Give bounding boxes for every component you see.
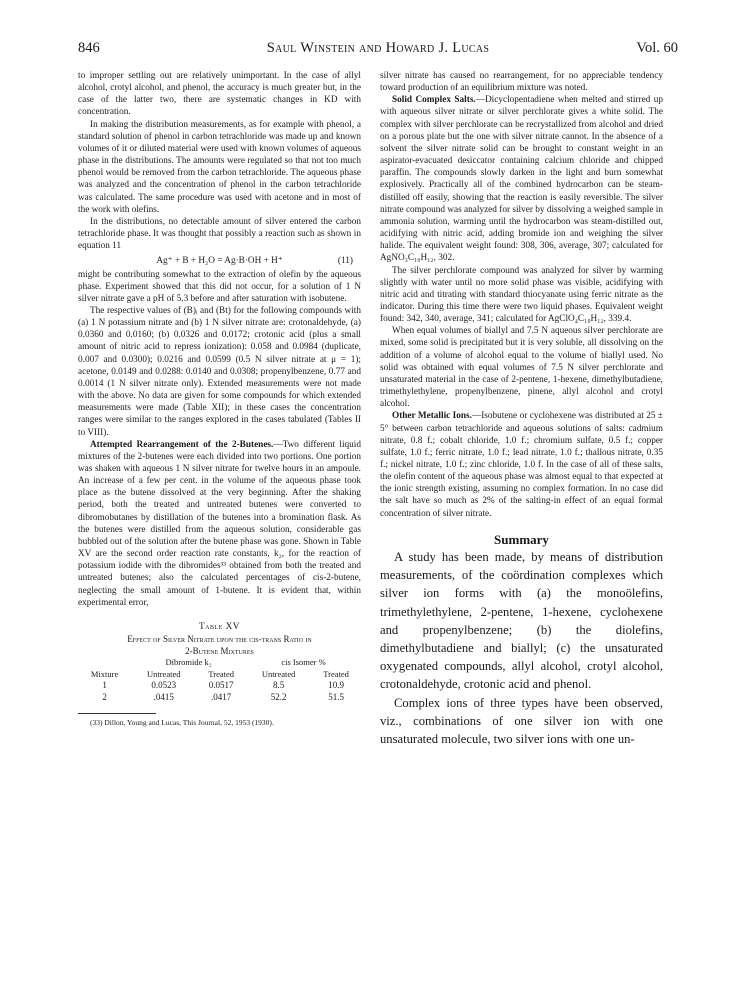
paragraph: The respective values of (B)ᵢ and (Bt) for the following compounds with (a) 1 N potassium nitrate and (b) 1 N silver nitrate are: crotonaldehyde, (a) 0.0360 and 0.0160; (b) 0.0326 and 0.0172; crotonic acid (plus a small amount of nitric acid to repress ionization): 0.058 and 0.0984 (duplicate, 0.007 and 0.0300); 0.0216 and 0.0599 (0.5 N silver nitrate at μ = 1); acetone, 0.0149 and 0.0288: 0.0140 and 0.0308; propenylbenzene, 0.77 and 0.0014 (1 N silver nitrate only). Extended measurements were not made with the above. No data are given for some compounds for which extended measurements were made (Table XII); in these cases the concentration ranges were similar to the ranges explored in the cases tabulated (Tables II to VIII).	[78, 305, 361, 438]
table-cell: 1	[102, 680, 107, 691]
summary-heading: Summary	[494, 531, 549, 547]
paragraph: The silver perchlorate compound was analyzed for silver by warming slightly with water until no more solid phase was visible, acidifying with nitric acid and titrating with standard thiocyanate using ferric nitrate as the indicator. During this time there were two liquid phases. Equivalent weight found: 342, 340, average, 341; calculated for AgClO₄C₁₀H₁₂, 339.4.	[380, 265, 663, 325]
table-cell: 2	[102, 691, 107, 702]
footnote-rule	[78, 713, 156, 714]
footnote: (33) Dillon, Young and Lucas, This Journal, 52, 1953 (1930).	[90, 718, 274, 728]
paragraph	[380, 94, 663, 264]
table-caption	[78, 633, 361, 657]
column-group-header: cis Isomer %	[281, 657, 326, 668]
paragraph-text: —Dicyclopentadiene when melted and stirred up with aqueous silver nitrate or silver perchlorate gives a white solid. The complex with silver perchlorate can be recrystallized from alcohol and dried on a porous plate but the one with silver nitrate cannot. In the absence of a solvent the silver nitrate solid can be brought to constant weight in an aspirator-evacuated desiccator containing calcium chloride and chipped paraffin. The compounds slowly darken in the light and burn somewhat explosively. Practically all of the combined hydrocarbon can be steam-distilled off easily, showing that the reaction is easily reversible. The silver nitrate compound was analyzed for silver by dissolving a weighed sample in ammonia solution, warming until the hydrocarbon was steam-distilled out, acidifying with nitric acid, adding bromide ion and weighing the silver halide. The equivalent weight found: 308, 306, average, 307; calculated for AgNO₃C₁₀H₁₂, 302.	[380, 95, 663, 264]
equation-text: Ag⁺ + B + H₂O = Ag·B·OH + H⁺	[156, 256, 283, 267]
table-cell: 51.5	[328, 691, 344, 702]
section-run-in-heading: Other Metallic Ions.	[392, 411, 472, 422]
running-header	[78, 40, 678, 60]
paragraph: silver nitrate has caused no rearrangement, for no appreciable tendency toward production of an equilibrium mixture was noted.	[380, 71, 663, 94]
paragraph-text: —Isobutene or cyclohexene was distributed at 25 ± 5° between carbon tetrachloride and aqueous solutions of salts: cadmium nitrate, 0.8 f.; cobalt chloride, 1.0 f.; chromium sulfate, 0.5 f.; copper sulfate, 1.0 f.; ferric nitrate, 1.0 f.; lead nitrate, 1.0 f.; thallous nitrate, 0.35 f.; nickel nitrate, 1.0 f.; zinc chloride, 1.0 f. In the case of all of these salts, the olefin content of the aqueous phase was almost equal to that expected at the ionic strength existing, assuming no complex formation. In no case did the salt have so much as 2% of the salting-in effect of an equal formal concentration of silver nitrate.	[380, 411, 663, 519]
column-header: Treated	[208, 668, 234, 679]
table-xv	[78, 657, 361, 703]
table-cell: 0.0517	[208, 680, 234, 691]
equation-11	[78, 255, 361, 267]
paragraph-text: —Two different liquid mixtures of the 2-butenes were each divided into two portions. One portion was shaken with aqueous 1 N silver nitrate for twelve hours in an ampoule. An increase of a few per cent. in the volume of the aqueous phase took place as the butene dissolved at the very beginning. After the shaking period, both the treated and untreated butenes were converted to dibromobutanes by distillation of the butenes into a bromination flask. As the butenes were distilled from the aqueous solution, considerable gas bubbled out of the solution after the butene phase was gone. Shown in Table XV are the second order reaction rate constants, k₂, for the reaction of potassium iodide with the dibromides³³ obtained from both the treated and untreated butenes; also the calculated percentages of cis-2-butene, neglecting the small amount of 1-butene. It is evident that, within experimental error,	[78, 439, 361, 608]
paragraph: In the distributions, no detectable amount of silver entered the carbon tetrachloride phase. It was thought that possibly a reaction such as shown in equation 11	[78, 216, 361, 252]
section-run-in-heading: Attempted Rearrangement of the 2-Butenes.	[90, 439, 274, 450]
running-title: Saul Winstein and Howard J. Lucas	[266, 40, 490, 56]
section-run-in-heading: Solid Complex Salts.	[392, 95, 476, 106]
table-cell: 8.5	[272, 680, 285, 691]
summary-paragraph: A study has been made, by means of distribution measurements, of the coördination complexes which silver ion forms with (a) the monoölefins, trimethylethylene, 2-pentene, 1-hexene, cyclohexene and propenylbenzene; (b) the diolefins, dimethylbutadiene and biallyl; (c) the unsaturated oxygenated compounds, allyl alcohol, crotyl alcohol, crotonaldehyde, crotonic acid and phenol.	[380, 549, 663, 692]
summary-paragraph: Complex ions of three types have been observed, viz., combinations of one silver ion with one unsaturated molecule, two silver ions with one un-	[380, 695, 663, 746]
column-header: Mixture	[90, 668, 119, 679]
table-caption-line: Effect of Silver Nitrate upon the cis-trans Ratio in	[127, 634, 312, 645]
table-caption-line: 2-Butene Mixtures	[185, 646, 254, 657]
column-header: Untreated	[261, 668, 296, 679]
left-column	[78, 70, 361, 729]
paragraph: When equal volumes of biallyl and 7.5 N aqueous silver perchlorate are mixed, some solid is precipitated but it is very soluble, all dissolving on the addition of a volume of alcohol equal to the volume of biallyl used. No solid was obtained with equal volumes of 7.5 N silver perchlorate and unsaturated material in the case of 2-pentene, 1-hexene, dimethylbutadiene, trimethylethylene, propenylbenzene, pinene, allyl alcohol and crotyl alcohol.	[380, 326, 663, 410]
table-title: Table XV	[199, 621, 240, 632]
table-row	[78, 692, 361, 704]
page-number: 846	[78, 40, 100, 56]
table-cell: 10.9	[328, 680, 344, 691]
volume-label: Vol. 60	[636, 40, 678, 56]
right-column	[380, 70, 663, 748]
paragraph	[380, 410, 663, 519]
paragraph: might be contributing somewhat to the extraction of olefin by the aqueous phase. Experiment showed that this did not occur, for a solution of 1 N silver nitrate gave a pH of 5.3 before and after saturation with isobutene.	[78, 269, 361, 304]
column-group-header: Dibromide k₂	[165, 657, 212, 668]
column-header: Treated	[323, 668, 349, 679]
table-cell: .0417	[211, 691, 232, 702]
equation-number: (11)	[337, 256, 353, 267]
summary-body	[380, 548, 663, 748]
column-header: Untreated	[146, 668, 181, 679]
paragraph	[78, 439, 361, 609]
table-row	[78, 680, 361, 692]
table-cell: .0415	[153, 691, 174, 702]
table-cell: 52.2	[270, 691, 287, 702]
paragraph: In making the distribution measurements, as for example with phenol, a standard solution of phenol in carbon tetrachloride was made up and known volumes of it or diluted material were used with known volumes of aqueous phase in the distributions. The amounts were regulated so that not too much phenol would be removed from the carbon tetrachloride. The aqueous phase was analyzed and the concentration of phenol in the carbon tetrachloride was calculated. The same procedure was used with acetone and in most of the work with olefins.	[78, 119, 361, 215]
table-cell: 0.0523	[151, 680, 177, 691]
paragraph: to improper settling out are relatively unimportant. In the case of allyl alcohol, crotyl alcohol, and phenol, the accuracy is much greater but, in the case of the latter two, there are systematic changes in KD with concentration.	[78, 71, 361, 118]
